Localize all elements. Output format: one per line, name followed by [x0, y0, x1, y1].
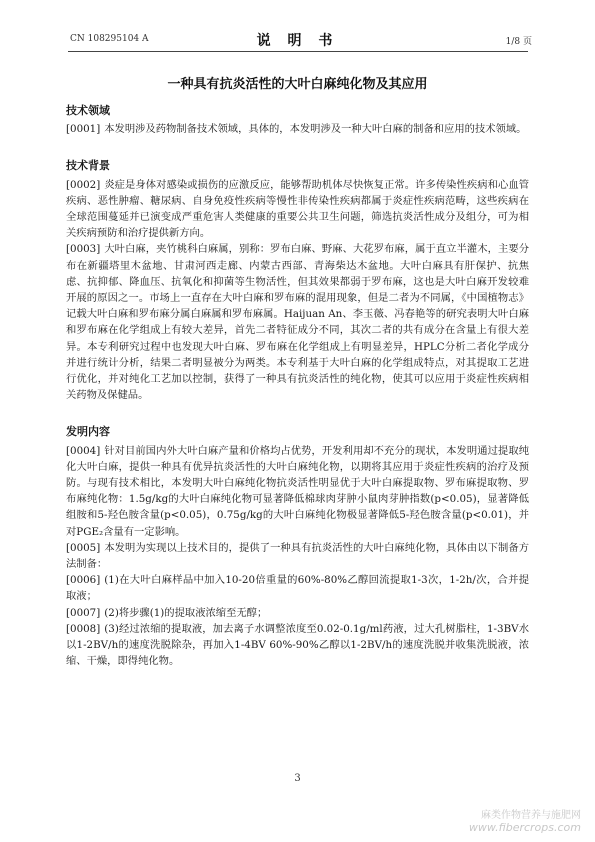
- paragraph: [66, 121, 529, 137]
- paragraph-text: (2)将步骤(1)的提取液浓缩至无醇；: [104, 606, 268, 619]
- paragraph: [66, 177, 529, 242]
- paragraph-text: 炎症是身体对感染或损伤的应激反应，能够帮助机体尽快恢复正常。许多传染性疾病和心血管疾病、恶性肿瘤、糖尿病、自身免疫性疾病等慢性非传染性疾病都属于炎症性疾病范畴，这些疾病在全球范围蔓延并已演变成严重危害人类健康的重要公共卫生问题，筛选抗炎活性成分及组分，可为相关疾病预防和治疗提供新方向。: [66, 178, 529, 240]
- paragraph: [66, 621, 529, 670]
- paragraph-number: [0008]: [66, 622, 101, 635]
- paragraph-text: (3)经过浓缩的提取液，加去离子水调整浓度至0.02-0.1g/ml药液，过大孔树脂柱，1-3BV水以1-2BV/h的速度洗脱除杂，再加入1-4BV 60%-90%乙醇以1-2BV/h的速度洗脱并收集洗脱液，浓缩、干燥，即得纯化物。: [66, 622, 529, 668]
- paragraph: [66, 605, 529, 621]
- section-heading-background: 技术背景: [66, 159, 110, 173]
- paragraph-text: 大叶白麻，夹竹桃科白麻属，别称：罗布白麻、野麻、大花罗布麻，属于直立半灌木，主要分布在新疆塔里木盆地、甘肃河西走廊、内蒙古西部、青海柴达木盆地。大叶白麻具有肝保护、抗焦虑、抗抑郁、降血压、抗氧化和抑菌等生物活性，但其效果都弱于罗布麻，这也是大叶白麻开发较难开展的原因之一。市场上一直存在大叶白麻和罗布麻的混用现象，但是二者为不同属，《中国植物志》记载大叶白麻和罗布麻分属白麻属和罗布麻属。Haijuan An、李玉薇、冯春艳等的研究表明大叶白麻和罗布麻在化学组成上有较大差异，首先二者特征成分不同，其次二者的共有成分在含量上有很大差异。本专利研究过程中也发现大叶白麻、罗布麻在化学组成上有明显差异，HPLC分析二者化学成分并进行统计分析，结果二者明显被分为两类。本专利基于大叶白麻的化学组成特点，对其提取工艺进行优化，并对纯化工艺加以控制，获得了一种具有抗炎活性的纯化物，使其可以应用于炎症性疾病相关药物及保健品。: [66, 243, 529, 402]
- paragraph: [66, 540, 529, 572]
- page-info: 1/8 页: [505, 37, 532, 47]
- document-type: 说 明 书: [256, 33, 339, 49]
- watermark-text: 麻类作物营养与施肥网: [481, 810, 581, 821]
- paragraph-text: 本发明涉及药物制备技术领域，具体的，本发明涉及一种大叶白麻的制备和应用的技术领域。: [104, 123, 527, 136]
- patent-number: CN 108295104 A: [70, 34, 149, 44]
- paragraph: [66, 241, 529, 403]
- paragraph-number: [0005]: [66, 541, 101, 554]
- paragraph-number: [0002]: [66, 178, 101, 191]
- paragraph-number: [0006]: [66, 574, 101, 587]
- paragraph-text: (1)在大叶白麻样品中加入10-20倍重量的60%-80%乙醇回流提取1-3次，1-2h/次，合并提取液；: [66, 574, 529, 603]
- paragraph-number: [0001]: [66, 123, 101, 136]
- header-rule: [68, 51, 528, 52]
- page-number: 3: [294, 773, 301, 784]
- paragraph: [66, 443, 529, 540]
- section-heading-invention: 发明内容: [66, 425, 110, 439]
- paragraph-text: 针对目前国内外大叶白麻产量和价格均占优势，开发利用却不充分的现状，本发明通过提取纯化大叶白麻，提供一种具有优异抗炎活性的大叶白麻纯化物，以期将其应用于炎症性疾病的治疗及预防。与现有技术相比，本发明大叶白麻纯化物抗炎活性明显优于大叶白麻提取物、罗布麻提取物、罗布麻纯化物：1.5g/kg的大叶白麻纯化物可显著降低棉球肉芽肿小鼠肉芽肿指数(p<0.05)，显著降低组胺和5-羟色胺含量(p<0.05)，0.75g/kg的大叶白麻纯化物极显著降低5-羟色胺含量(p<0.01)，并对PGE₂含量有一定影响。: [66, 444, 529, 538]
- document-body: [66, 103, 529, 670]
- paragraph-text: 本发明为实现以上技术目的，提供了一种具有抗炎活性的大叶白麻纯化物，具体由以下制备方法制备：: [66, 541, 529, 571]
- watermark-url: www.fibercrops.com: [468, 821, 581, 834]
- document-title: 一种具有抗炎活性的大叶白麻纯化物及其应用: [167, 77, 428, 92]
- paragraph-number: [0004]: [66, 444, 101, 457]
- paragraph-number: [0007]: [66, 606, 101, 619]
- paragraph-number: [0003]: [66, 243, 101, 256]
- watermark: [469, 806, 581, 834]
- section-heading-tech-field: 技术领域: [66, 104, 110, 117]
- paragraph: [66, 572, 529, 604]
